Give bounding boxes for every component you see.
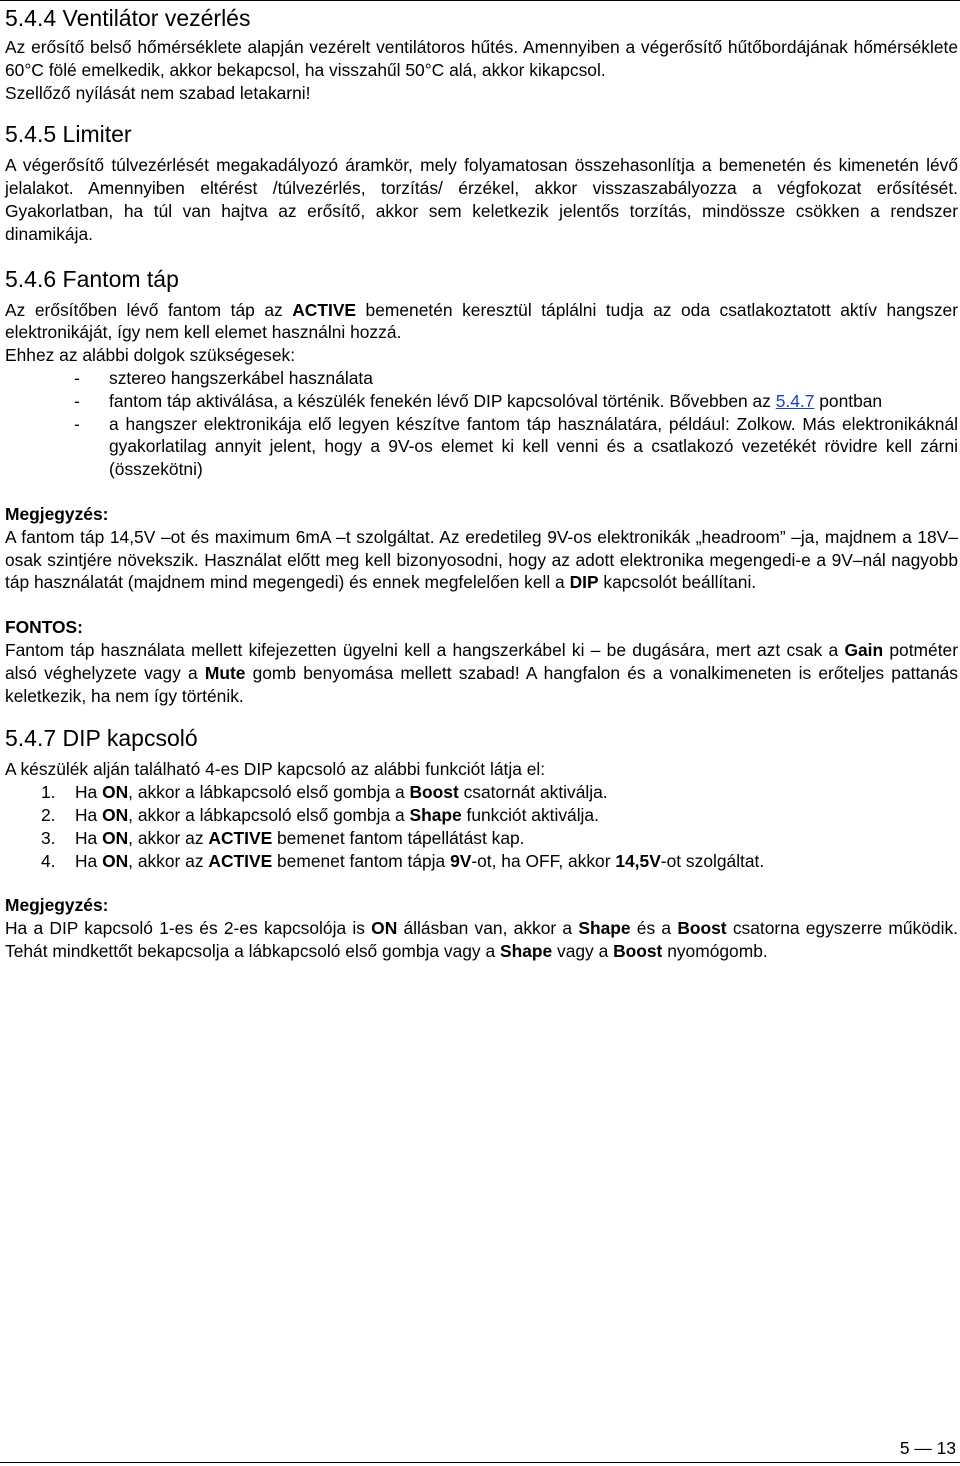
section-link-547[interactable]: 5.4.7 — [775, 390, 815, 411]
paragraph-fantom-note: A fantom táp 14,5V –ot és maximum 6mA –t szolgáltat. Az eredetileg 9V-os elektronikák „headroom” –ja, majdnem a 18V–osak szintjére növekszik. Használat előtt meg kell bizonyosodni, hogy az adott elektronika megengedi-e a 9V–nál nagyobb táp használatát (majdnem mind megengedi) és ennek megfelelően kell a DIP kapcsolót beállítani. — [5, 526, 958, 593]
paragraph-fantom-intro: Az erősítőben lévő fantom táp az ACTIVE bemenetén keresztül táplálni tudja az oda csatlakoztatott aktív hangszer elektronikáját, így nem kell elemet használni hozzá. — [5, 299, 959, 343]
paragraph-ventilator: Az erősítő belső hőmérséklete alapján vezérelt ventilátoros hűtés. Amennyiben a végerősítő hűtőbordájának hőmérséklete 60°C fölé emelkedik, akkor bekapcsol, ha visszahűl 50°C alá, akkor kikapcsol. — [5, 37, 958, 80]
section-heading-limiter: 5.4.5 Limiter — [5, 121, 132, 148]
paragraph-fantom-requirements: Ehhez az alábbi dolgok szükségesek: — [5, 345, 296, 366]
note-label: Megjegyzés: — [5, 895, 109, 916]
page-number: 5 — 13 — [899, 1438, 956, 1458]
paragraph-ventilator-warning: Szellőző nyílását nem szabad letakarni! — [5, 82, 311, 103]
section-heading-fantom: 5.4.6 Fantom táp — [5, 265, 179, 292]
warning-label: FONTOS: — [5, 617, 83, 638]
paragraph-dip-intro: A készülék alján található 4-es DIP kapcsoló az alábbi funkciót látja el: — [5, 759, 546, 780]
list-item: - a hangszer elektronikája elő legyen készítve fantom táp használatára, például: Zolkow. Más elektronikáknál gyakorlatilag annyit jelent, hogy a 9V-os elemet ki kell venni és a csatlakozó vezetékét rövidre kell zárni (összekötni) — [74, 413, 958, 480]
section-heading-dip: 5.4.7 DIP kapcsoló — [5, 725, 198, 752]
note-label: Megjegyzés: — [5, 503, 109, 524]
list-item: 4. Ha ON, akkor az ACTIVE bemenet fantom tápja 9V-ot, ha OFF, akkor 14,5V-ot szolgáltat. — [41, 850, 765, 871]
list-item: - fantom táp aktiválása, a készülék fenekén lévő DIP kapcsolóval történik. Bővebben az 5.4.7 pontban — [74, 390, 883, 411]
paragraph-limiter: A végerősítő túlvezérlését megakadályozó áramkör, mely folyamatosan összehasonlítja a bemenetén és kimenetén lévő jelalakot. Amennyiben eltérést /túlvezérlés, torzítás/ érzékel, akkor visszaszabályozza a végfokozat erősítését. Gyakorlatban, ha túl van hajtva az erősítő, akkor sem keletkezik jelentős torzítás, mindössze csökken a rendszer dinamikája. — [5, 155, 958, 244]
document-body — [5, 4, 958, 963]
list-item: 3. Ha ON, akkor az ACTIVE bemenet fantom tápellátást kap. — [41, 827, 525, 848]
list-item: 1. Ha ON, akkor a lábkapcsoló első gombja a Boost csatornát aktiválja. — [41, 782, 608, 803]
requirements-list — [5, 367, 958, 481]
bottom-rule — [0, 1462, 960, 1463]
paragraph-fantom-warning: Fantom táp használata mellett kifejezetten ügyelni kell a hangszerkábel ki – be dugására, mert azt csak a Gain potméter alsó véghelyzete vagy a Mute gomb benyomása mellett szabad! A hangfalon és a vonalkimeneten is erőteljes pattanás keletkezik, ha nem így történik. — [5, 639, 958, 706]
dip-function-list — [5, 781, 958, 872]
list-item: - sztereo hangszerkábel használata — [74, 367, 373, 388]
top-rule — [0, 0, 960, 1]
list-item: 2. Ha ON, akkor a lábkapcsoló első gombja a Shape funkciót aktiválja. — [41, 804, 599, 825]
section-heading-ventilator: 5.4.4 Ventilátor vezérlés — [5, 5, 251, 31]
paragraph-dip-note: Ha a DIP kapcsoló 1-es és 2-es kapcsolója is ON állásban van, akkor a Shape és a Boost csatorna egyszerre működik. Tehát mindkettőt bekapcsolja a lábkapcsoló első gombja vagy a Shape vagy a Boost nyomógomb. — [5, 918, 958, 961]
